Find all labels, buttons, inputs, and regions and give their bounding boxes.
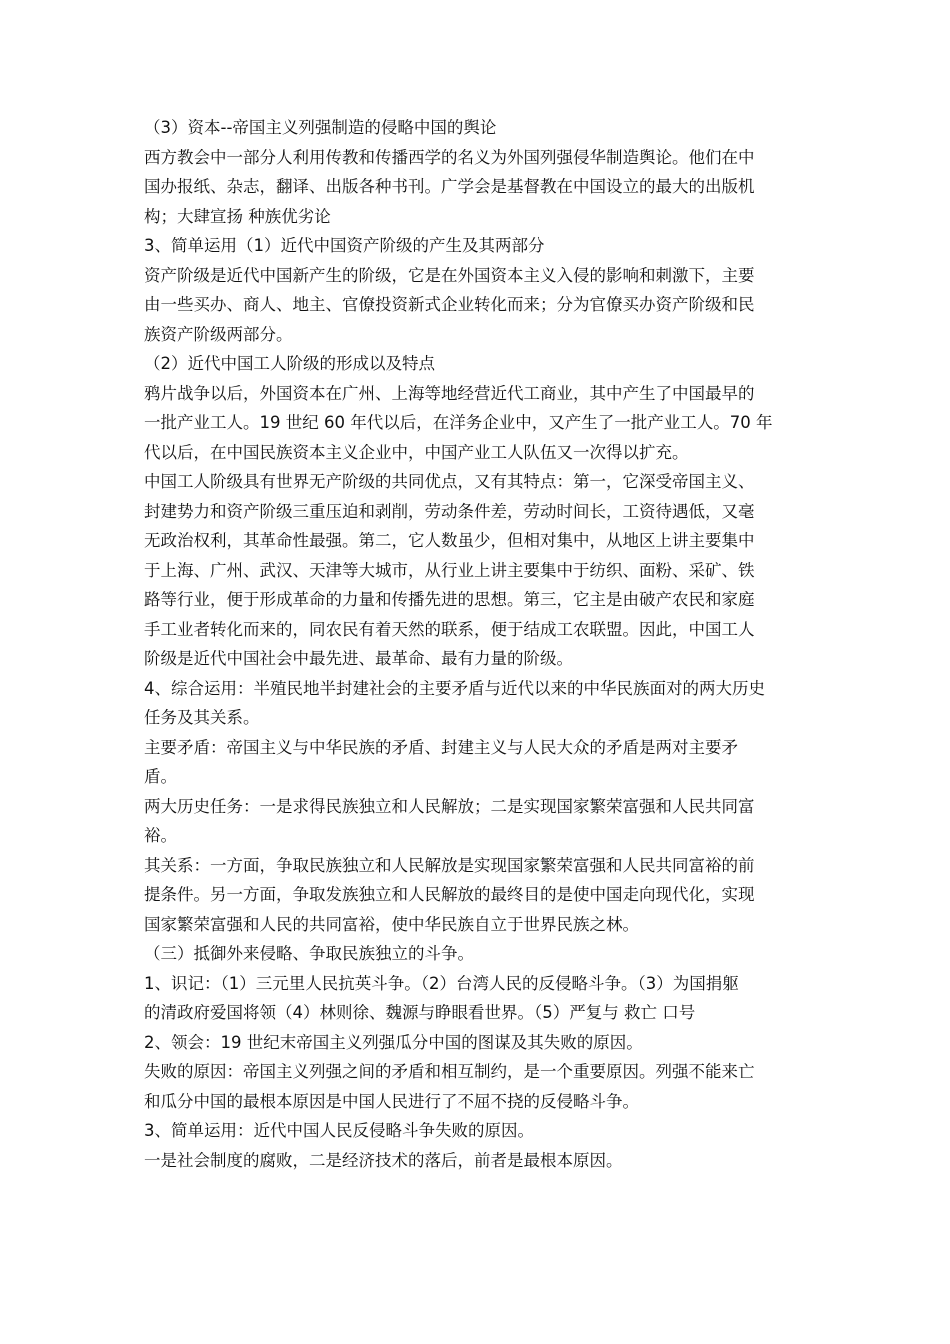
paragraph <box>144 969 814 1028</box>
text-line: 2、领会：19 世纪末帝国主义列强瓜分中国的图谋及其失败的原因。 <box>144 1032 643 1052</box>
text-line: （2）近代中国工人阶级的形成以及特点 <box>144 354 435 373</box>
paragraph <box>144 467 814 674</box>
paragraph <box>144 939 814 969</box>
text-line: 构；大肆宣扬 种族优劣论 <box>144 206 331 226</box>
document-body <box>144 113 814 1175</box>
text-line: 国家繁荣富强和人民的共同富裕，使中华民族自立于世界民族之林。 <box>144 914 639 934</box>
text-line: 1、识记：（1）三元里人民抗英斗争。（2）台湾人民的反侵略斗争。（3）为国捐躯 <box>144 973 739 993</box>
text-line: 中国工人阶级具有世界无产阶级的共同优点，又有其特点：第一，它深受帝国主义、 <box>144 472 755 491</box>
text-line: 无政治权利，其革命性最强。第二，它人数虽少，但相对集中，从地区上讲主要集中 <box>144 531 755 550</box>
text-line: 其关系：一方面，争取民族独立和人民解放是实现国家繁荣富强和人民共同富裕的前 <box>144 855 755 875</box>
paragraph <box>144 261 814 350</box>
text-line: 西方教会中一部分人利用传教和传播西学的名义为外国列强侵华制造舆论。他们在中 <box>144 147 755 167</box>
text-line: 失败的原因：帝国主义列强之间的矛盾和相互制约，是一个重要原因。列强不能来亡 <box>144 1062 755 1081</box>
text-line: （三）抵御外来侵略、争取民族独立的斗争。 <box>144 944 474 963</box>
paragraph <box>144 143 814 232</box>
text-line: 手工业者转化而来的，同农民有着天然的联系，便于结成工农联盟。因此，中国工人 <box>144 619 755 639</box>
text-line: 提条件。另一方面，争取发族独立和人民解放的最终目的是使中国走向现代化，实现 <box>144 885 755 904</box>
text-line: 国办报纸、杂志，翻译、出版各种书刊。广学会是基督教在中国设立的最大的出版机 <box>144 177 755 196</box>
text-line: 代以后，在中国民族资本主义企业中，中国产业工人队伍又一次得以扩充。 <box>144 442 689 462</box>
text-line: 主要矛盾：帝国主义与中华民族的矛盾、封建主义与人民大众的矛盾是两对主要矛 <box>144 737 738 757</box>
text-line: 4、综合运用：半殖民地半封建社会的主要矛盾与近代以来的中华民族面对的两大历史 <box>144 678 765 698</box>
paragraph <box>144 1028 814 1058</box>
text-line: 裕。 <box>144 826 177 845</box>
text-line: 路等行业，便于形成革命的力量和传播先进的思想。第三，它主是由破产农民和家庭 <box>144 590 755 609</box>
paragraph <box>144 792 814 851</box>
text-line: 的清政府爱国将领（4）林则徐、魏源与睁眼看世界。（5）严复与 救亡 口号 <box>144 1003 696 1022</box>
text-line: 3、简单运用（1）近代中国资产阶级的产生及其两部分 <box>144 236 545 255</box>
text-line: 一是社会制度的腐败，二是经济技术的落后，前者是最根本原因。 <box>144 1150 623 1170</box>
text-line: 封建势力和资产阶级三重压迫和剥削，劳动条件差，劳动时间长，工资待遇低，又毫 <box>144 501 755 521</box>
paragraph <box>144 231 814 261</box>
paragraph <box>144 1057 814 1116</box>
text-line: 3、简单运用：近代中国人民反侵略斗争失败的原因。 <box>144 1121 534 1140</box>
text-line: 任务及其关系。 <box>144 708 260 727</box>
text-line: 鸦片战争以后，外国资本在广州、上海等地经营近代工商业，其中产生了中国最早的 <box>144 383 755 403</box>
text-line: 资产阶级是近代中国新产生的阶级，它是在外国资本主义入侵的影响和刺激下，主要 <box>144 265 755 285</box>
text-line: 一批产业工人。19 世纪 60 年代以后，在洋务企业中，又产生了一批产业工人。70 年 <box>144 413 773 432</box>
paragraph <box>144 113 814 143</box>
paragraph <box>144 349 814 379</box>
text-line: 由一些买办、商人、地主、官僚投资新式企业转化而来；分为官僚买办资产阶级和民 <box>144 295 755 314</box>
text-line: 于上海、广州、武汉、天津等大城市，从行业上讲主要集中于纺织、面粉、采矿、铁 <box>144 560 755 580</box>
text-line: （3）资本--帝国主义列强制造的侵略中国的舆论 <box>144 118 497 137</box>
paragraph <box>144 674 814 733</box>
text-line: 和瓜分中国的最根本原因是中国人民进行了不屈不挠的反侵略斗争。 <box>144 1091 639 1111</box>
paragraph <box>144 1146 814 1176</box>
paragraph <box>144 379 814 468</box>
paragraph <box>144 733 814 792</box>
text-line: 阶级是近代中国社会中最先进、最革命、最有力量的阶级。 <box>144 649 573 668</box>
paragraph <box>144 1116 814 1146</box>
paragraph <box>144 851 814 940</box>
text-line: 族资产阶级两部分。 <box>144 324 293 344</box>
text-line: 盾。 <box>144 767 177 786</box>
text-line: 两大历史任务：一是求得民族独立和人民解放；二是实现国家繁荣富强和人民共同富 <box>144 796 755 816</box>
